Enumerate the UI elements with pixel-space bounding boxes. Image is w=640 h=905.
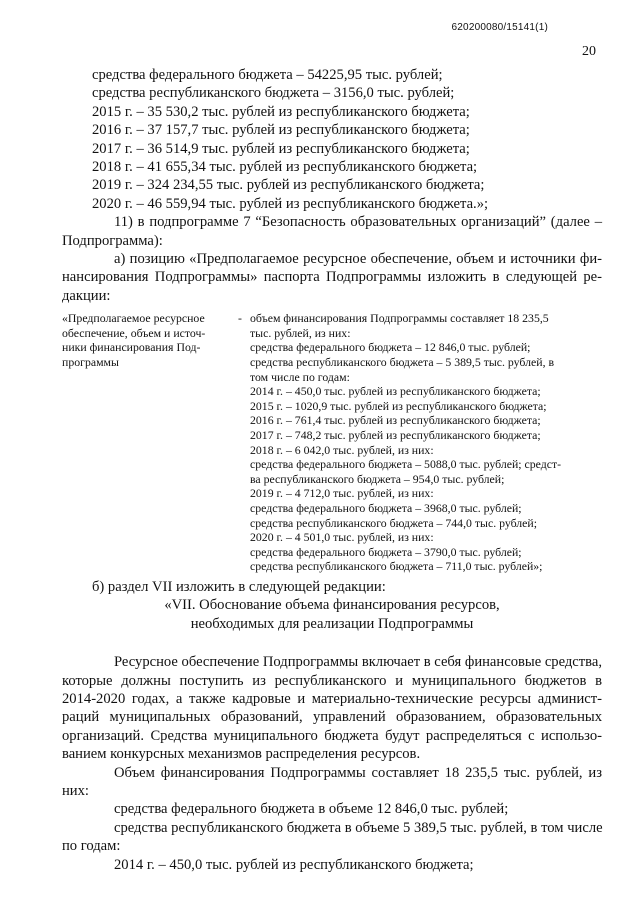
document-body (62, 66, 602, 874)
text-line: 2019 г. – 4 712,0 тыс. рублей, из них: (250, 486, 434, 501)
passport-table (62, 309, 602, 574)
text-line: Подпрограмма): (62, 232, 163, 249)
text-line: ванием конкурсных механизмов распределения ресурсов. (62, 746, 421, 763)
page-number: 20 (582, 44, 596, 59)
text-line: программы (62, 355, 119, 370)
text-line: 2014-2020 годах, а также кадровые и материально-технические ресурсы админист- (62, 691, 602, 707)
text-line: ники финансирования Под- (62, 340, 201, 355)
text-line: 2019 г. – 324 234,55 тыс. рублей из республиканского бюджета; (92, 177, 485, 194)
text-line: объем финансирования Подпрограммы составляет 18 235,5 (250, 311, 549, 326)
item-11 (62, 213, 602, 250)
paragraph-resources (62, 653, 602, 763)
text-line: 2020 г. – 4 501,0 тыс. рублей, из них: (250, 530, 434, 545)
text-line: средства республиканского бюджета – 3156,0 тыс. рублей; (92, 85, 455, 102)
text-line: 11) в подпрограмме 7 “Безопасность образовательных организаций” (далее – (114, 214, 602, 231)
text-line: средства республиканского бюджета – 711,0 тыс. рублей»; (250, 559, 543, 574)
passport-value (250, 309, 602, 574)
text-line: 2018 г. – 6 042,0 тыс. рублей, из них: (250, 442, 434, 457)
text-line: раций муниципальных образований, управлений образованием, образовательных (62, 709, 602, 726)
text-line: 2016 г. – 761,4 тыс. рублей из республиканского бюджета; (250, 413, 541, 428)
spacer (62, 633, 602, 653)
text-line: обеспечение, объем и источ- (62, 325, 206, 340)
text-line: которые должны поступить из республиканского и муниципального бюджетов в (62, 672, 602, 689)
text-line: средства федерального бюджета – 3968,0 тыс. рублей; (250, 501, 522, 515)
item-a (62, 250, 602, 305)
section-heading (62, 596, 602, 633)
item-b: б) раздел VII изложить в следующей редакции: (92, 578, 386, 595)
text-line: средства республиканского бюджета в объеме 5 389,5 тыс. рублей, в том числе (114, 819, 603, 836)
paragraph-federal: средства федерального бюджета в объеме 12 846,0 тыс. рублей; (114, 801, 509, 818)
text-line: Ресурсное обеспечение Подпрограммы включает в себя финансовые средства, (114, 654, 602, 671)
passport-label (62, 309, 230, 574)
text-line: а) позицию «Предполагаемое ресурсное обеспечение, объем и источники фи- (114, 251, 602, 268)
text-line: средства республиканского бюджета – 744,0 тыс. рублей; (250, 515, 537, 530)
text-line: средства республиканского бюджета – 5 389,5 тыс. рублей, в (250, 355, 555, 370)
text-line: средства федерального бюджета – 12 846,0 тыс. рублей; (250, 340, 531, 355)
document-id: 620200080/15141(1) (451, 22, 548, 33)
text-line: 2015 г. – 35 530,2 тыс. рублей из республиканского бюджета; (92, 103, 470, 120)
text-line: средства федерального бюджета – 54225,95 тыс. рублей; (92, 67, 443, 83)
text-line: Объем финансирования Подпрограммы составляет 18 235,5 тыс. рублей, из (114, 764, 602, 781)
text-line: том числе по годам: (250, 369, 350, 384)
text-line: 2015 г. – 1020,9 тыс. рублей из республиканского бюджета; (250, 398, 547, 413)
text-line: ва республиканского бюджета – 954,0 тыс. рублей; (250, 471, 505, 486)
paragraph-2014: 2014 г. – 450,0 тыс. рублей из республиканского бюджета; (114, 856, 474, 873)
passport-dash: - (238, 311, 242, 326)
text-line: 2020 г. – 46 559,94 тыс. рублей из республиканского бюджета.»; (92, 195, 489, 212)
top-lines-block (62, 66, 602, 213)
text-line: 2018 г. – 41 655,34 тыс. рублей из республиканского бюджета; (92, 159, 478, 176)
text-line: 2017 г. – 36 514,9 тыс. рублей из республиканского бюджета; (92, 140, 470, 157)
text-line: «VII. Обоснование объема финансирования ресурсов, (164, 597, 500, 614)
text-line: по годам: (62, 838, 121, 855)
paragraph-volume (62, 764, 602, 801)
text-line: тыс. рублей, из них: (250, 325, 351, 340)
text-line: них: (62, 783, 89, 800)
text-line: необходимых для реализации Подпрограммы (190, 615, 474, 632)
text-line: организаций. Средства муниципального бюджета будут распределяться с использо- (62, 727, 602, 744)
text-line: 2017 г. – 748,2 тыс. рублей из республиканского бюджета; (250, 428, 541, 443)
text-line: дакции: (62, 287, 111, 304)
text-line: «Предполагаемое ресурсное (62, 311, 205, 326)
text-line: средства федерального бюджета – 5088,0 тыс. рублей; средст- (250, 457, 562, 472)
text-line: средства федерального бюджета – 3790,0 тыс. рублей; (250, 544, 522, 559)
paragraph-republican (62, 819, 602, 856)
text-line: нансирования Подпрограммы» паспорта Подпрограммы изложить в следующей ре- (62, 269, 602, 286)
text-line: 2016 г. – 37 157,7 тыс. рублей из республиканского бюджета; (92, 122, 470, 139)
text-line: 2014 г. – 450,0 тыс. рублей из республиканского бюджета; (250, 384, 541, 399)
